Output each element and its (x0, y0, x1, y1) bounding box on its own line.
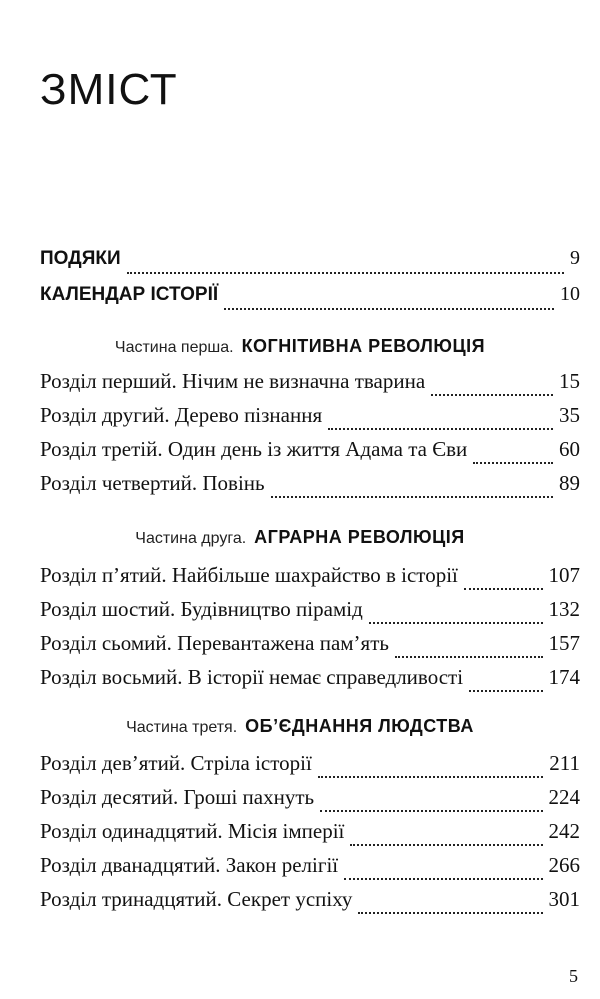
part-heading-3 (0, 716, 600, 737)
toc-entry-chapter-6[interactable] (40, 597, 580, 633)
page-number: 5 (569, 966, 578, 986)
part-title: КОГНІТИВНА РЕВОЛЮЦІЯ (241, 336, 486, 356)
toc-entry-chapter-4[interactable] (40, 471, 580, 507)
dot-leader (271, 495, 553, 498)
dot-leader (224, 307, 554, 310)
toc-entry-page: 224 (548, 785, 580, 809)
toc-entry-chapter-2[interactable] (40, 403, 580, 439)
toc-entry-label: Розділ дев’ятий. Стріла історії (40, 751, 312, 775)
toc-entry-acknowledgements[interactable] (40, 247, 580, 283)
dot-leader (473, 461, 553, 464)
toc-entry-page: 107 (548, 563, 580, 587)
toc-entry-page: 132 (548, 597, 580, 621)
page-title: ЗМІСТ (40, 65, 178, 114)
dot-leader (320, 809, 542, 812)
toc-entry-chapter-8[interactable] (40, 665, 580, 701)
toc-entry-chapter-5[interactable] (40, 563, 580, 599)
toc-entry-label: Розділ десятий. Гроші пахнуть (40, 785, 315, 809)
toc-entry-chapter-7[interactable] (40, 631, 580, 667)
part-label: Частина перша. (114, 339, 234, 356)
dot-leader (369, 621, 543, 624)
dot-leader (464, 587, 543, 590)
toc-entry-label: Розділ четвертий. Повінь (40, 471, 265, 495)
dot-leader (395, 655, 543, 658)
toc-entry-label: Розділ п’ятий. Найбільше шахрайство в історії (40, 563, 458, 587)
dot-leader (350, 843, 542, 846)
toc-entry-chapter-13[interactable] (40, 887, 580, 923)
toc-entry-label: Розділ шостий. Будівництво пірамід (40, 597, 363, 621)
part-heading-2 (0, 527, 600, 548)
part-label: Частина третя. (126, 719, 238, 736)
toc-entry-page: 301 (548, 887, 580, 911)
dot-leader (328, 427, 553, 430)
toc-entry-page: 157 (548, 631, 580, 655)
toc-entry-page: 266 (548, 853, 580, 877)
toc-entry-page: 10 (560, 283, 580, 305)
dot-leader (431, 393, 553, 396)
toc-entry-page: 60 (559, 437, 580, 461)
toc-entry-page: 89 (559, 471, 580, 495)
toc-entry-page: 174 (548, 665, 580, 689)
toc-entry-label: ПОДЯКИ (40, 248, 121, 269)
toc-entry-label: Розділ другий. Дерево пізнання (40, 403, 323, 427)
toc-entry-chapter-10[interactable] (40, 785, 580, 821)
toc-entry-label: Розділ перший. Нічим не визначна тварина (40, 369, 426, 393)
toc-entry-chapter-1[interactable] (40, 369, 580, 405)
dot-leader (358, 911, 542, 914)
toc-entry-label: Розділ тринадцятий. Секрет успіху (40, 887, 353, 911)
toc-entry-label: Розділ сьомий. Перевантажена пам’ять (40, 631, 389, 655)
dot-leader (344, 877, 542, 880)
toc-entry-chapter-12[interactable] (40, 853, 580, 889)
part-title: АГРАРНА РЕВОЛЮЦІЯ (254, 527, 465, 547)
toc-entry-label: Розділ дванадцятий. Закон релігії (40, 853, 339, 877)
toc-entry-chapter-9[interactable] (40, 751, 580, 787)
toc-entry-chapter-3[interactable] (40, 437, 580, 473)
toc-entry-page: 15 (559, 369, 580, 393)
toc-entry-page: 242 (548, 819, 580, 843)
toc-entry-page: 9 (570, 247, 580, 269)
dot-leader (469, 689, 542, 692)
toc-entry-page: 35 (559, 403, 580, 427)
toc-entry-history-calendar[interactable] (40, 283, 580, 319)
toc-entry-page: 211 (549, 751, 580, 775)
toc-entry-label: Розділ одинадцятий. Місія імперії (40, 819, 345, 843)
toc-entry-label: Розділ третій. Один день із життя Адама та Єви (40, 437, 468, 461)
toc-entry-label: Розділ восьмий. В історії немає справедливості (40, 665, 464, 689)
dot-leader (318, 775, 543, 778)
part-title: ОБ’ЄДНАННЯ ЛЮДСТВА (245, 716, 474, 736)
toc-entry-label: КАЛЕНДАР ІСТОРІЇ (40, 284, 219, 305)
toc-entry-chapter-11[interactable] (40, 819, 580, 855)
dot-leader (127, 271, 564, 274)
part-label: Частина друга. (135, 530, 247, 547)
part-heading-1 (0, 336, 600, 357)
